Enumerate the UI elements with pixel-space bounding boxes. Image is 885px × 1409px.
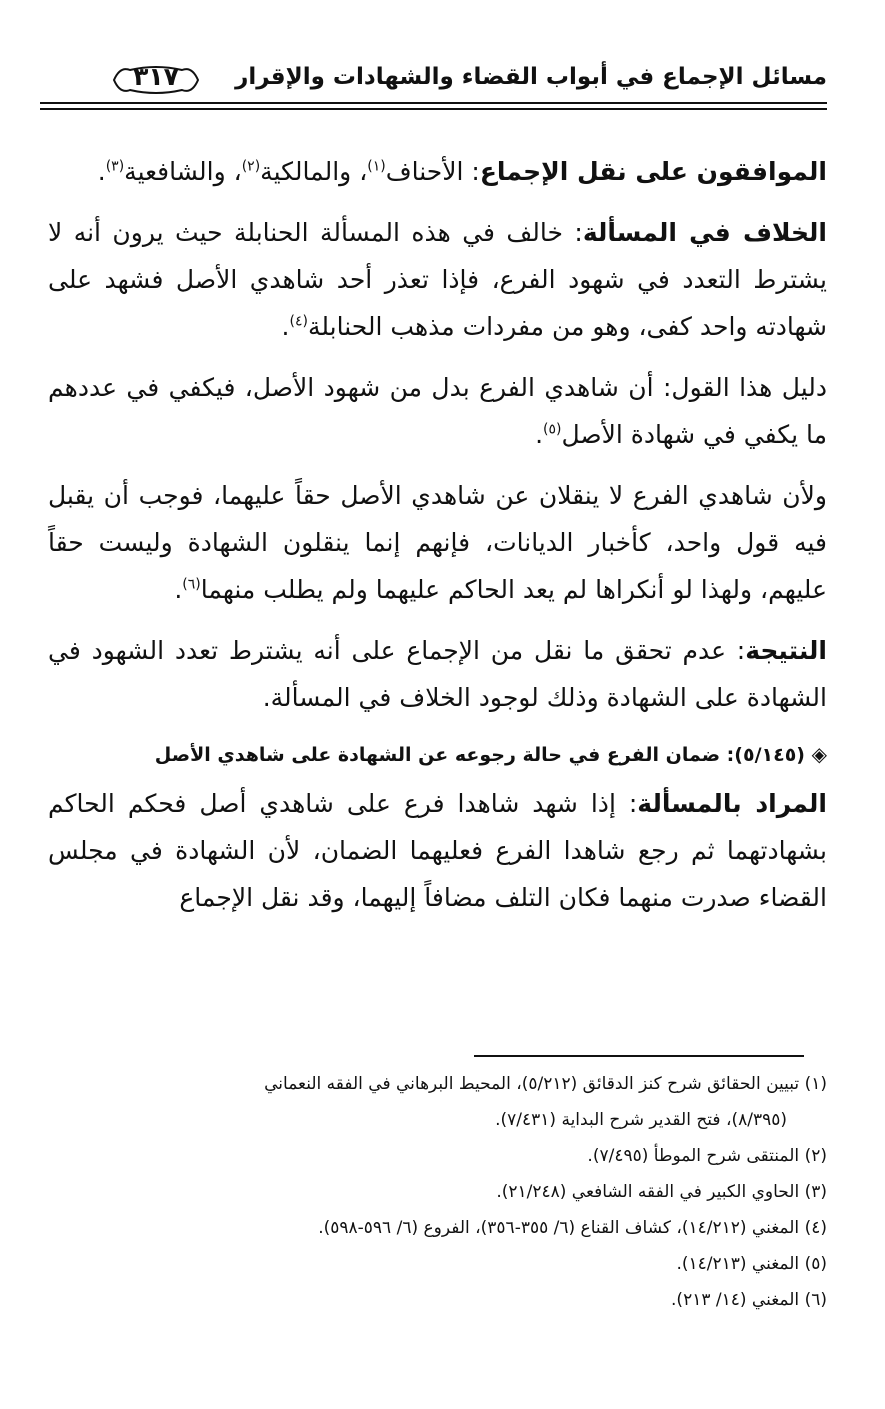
paragraph-result: النتيجة: عدم تحقق ما نقل من الإجماع على أنه يشترط تعدد الشهود في الشهادة على الشهادة وذلك لوجود الخلاف في المسألة. xyxy=(48,636,827,712)
footnote-ref-1: (١) xyxy=(367,158,386,175)
footnote-1-continued: (٨/٣٩٥)، فتح القدير شرح البداية (٧/٤٣١). xyxy=(495,1110,787,1130)
section-heading xyxy=(48,735,827,774)
footnote-4: (٤) المغني (١٤/٢١٢)، كشاف القناع (٦/ ٣٥٥-٣٥٦)، الفروع (٦/ ٥٩٦-٥٩٨). xyxy=(318,1218,827,1238)
footnote-ref-4: (٤) xyxy=(289,313,308,330)
footnote-ref-2: (٢) xyxy=(241,158,261,175)
header-rule xyxy=(40,102,827,114)
footnote-ref-6: (٦) xyxy=(182,576,201,593)
paragraph-evidence: دليل هذا القول: أن شاهدي الفرع بدل من شهود الأصل، فيكفي في عددهم ما يكفي في شهادة الأصل$^{(٥)}$. xyxy=(48,373,827,449)
page-number-text: ٣١٧ xyxy=(133,62,179,91)
label-agreeing: الموافقون على نقل الإجماع xyxy=(479,157,827,186)
footnote-separator xyxy=(474,1055,804,1057)
label-result: النتيجة xyxy=(745,636,827,665)
footnote-ref-3: (٣) xyxy=(105,158,125,175)
page-header xyxy=(40,64,827,124)
footnote-ref-5: (٥) xyxy=(543,421,562,438)
footnote-3: (٣) الحاوي الكبير في الفقه الشافعي (٢١/٢٤٨). xyxy=(496,1182,827,1202)
paragraph-agreeing: الموافقون على نقل الإجماع: الأحناف$^{(١)}$، والمالكية$^{(٢)}$، والشافعية$^{(٣)}$. xyxy=(97,157,827,186)
page-number xyxy=(100,62,212,91)
label-disagreement: الخلاف في المسألة xyxy=(582,218,827,247)
section-heading-text: (٥/١٤٥): ضمان الفرع في حالة رجوعه عن الشهادة على شاهدي الأصل xyxy=(154,744,805,766)
paragraph-meaning: المراد بالمسألة: إذا شهد شاهدا فرع على شاهدي أصل فحكم الحاكم بشهادتهما ثم رجع شاهدا الفرع فعليهما الضمان، لأن الشهادة في مجلس القضاء صدرت منهما فكان التلف مضافاً إليهما، وقد نقل الإجماع xyxy=(48,789,827,912)
footnote-1: (١) تبيين الحقائق شرح كنز الدقائق (٥/٢١٢)، المحيط البرهاني في الفقه النعماني xyxy=(264,1074,827,1094)
diamond-icon: ◈ xyxy=(811,742,827,766)
main-text xyxy=(48,148,827,935)
footnote-6: (٦) المغني (١٤/ ٢١٣). xyxy=(671,1290,827,1310)
label-meaning: المراد بالمسألة xyxy=(637,789,827,818)
footnote-2: (٢) المنتقى شرح الموطأ (٧/٤٩٥). xyxy=(587,1146,827,1166)
footnote-5: (٥) المغني (١٤/٢١٣). xyxy=(676,1254,827,1274)
footnotes xyxy=(40,1066,827,1318)
running-title: مسائل الإجماع في أبواب القضاء والشهادات والإقرار xyxy=(235,64,827,90)
paragraph-reasoning: ولأن شاهدي الفرع لا ينقلان عن شاهدي الأصل حقاً عليهما، فوجب أن يقبل فيه قول واحد، كأخبار الديانات، فإنهم إنما ينقلون الشهادة وليست حقاً عليهم، ولهذا لو أنكراها لم يعد الحاكم عليهما ولم يطلب منهما$^{(٦)}$. xyxy=(48,481,827,604)
paragraph-disagreement: الخلاف في المسألة: خالف في هذه المسألة الحنابلة حيث يرون أنه لا يشترط التعدد في شهود الفرع، فإذا تعذر أحد شاهدي الأصل فشهد على شهادته واحد كفى، وهو من مفردات مذهب الحنابلة$^{(٤)}$. xyxy=(48,218,827,341)
